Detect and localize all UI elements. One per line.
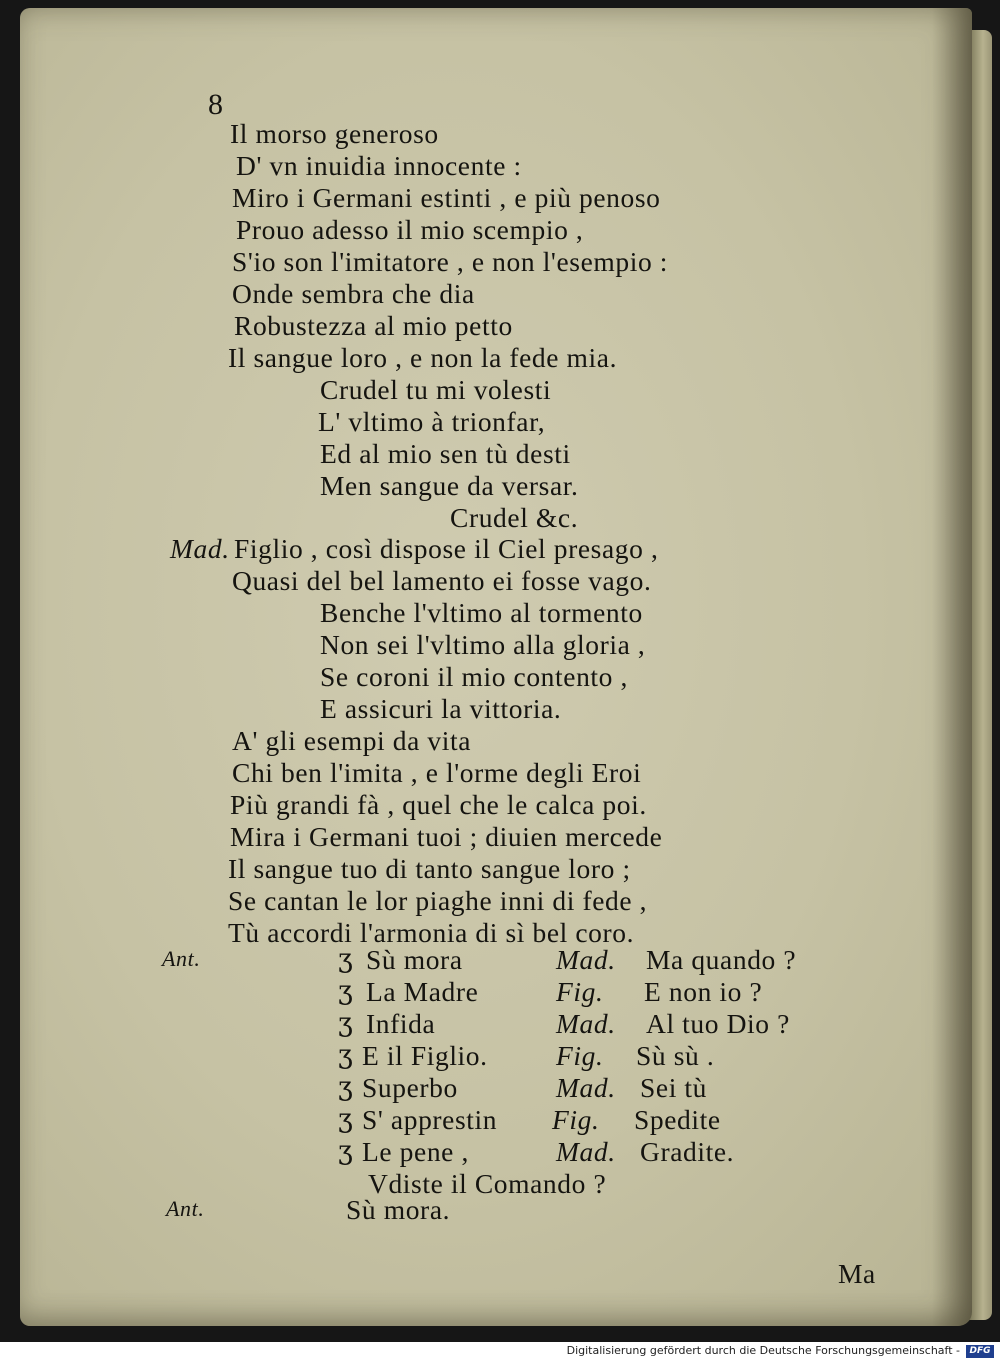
- verse-line: Prouo adesso il mio scempio ,: [236, 214, 584, 245]
- speaker-label: Fig.: [552, 1104, 600, 1135]
- verse-line: Più grandi fà , quel che le calca poi.: [230, 789, 647, 820]
- verse-line: Mira i Germani tuoi ; diuien mercede: [230, 821, 663, 852]
- speaker-label: Mad.: [556, 1136, 616, 1167]
- verse-line: Men sangue da versar.: [320, 470, 579, 501]
- verse-line: Robustezza al mio petto: [234, 310, 513, 341]
- speaker-label: Fig.: [556, 1040, 604, 1071]
- verse-line: Il sangue loro , e non la fede mia.: [228, 342, 618, 373]
- verse-line: Miro i Germani estinti , e più penoso: [232, 182, 661, 213]
- page-number: 8: [208, 88, 224, 121]
- dialogue-line: Superbo: [362, 1072, 458, 1103]
- dialogue-reply: Ma quando ?: [646, 944, 797, 975]
- speaker-label: Ant.: [166, 1196, 205, 1221]
- verse-line: Il sangue tuo di tanto sangue loro ;: [228, 853, 631, 884]
- brace-mark: ʒ: [338, 1008, 353, 1038]
- brace-mark: ʒ: [338, 944, 353, 974]
- dfg-logo: DFG: [966, 1345, 994, 1358]
- verse-line: S'io son l'imitatore , e non l'esempio :: [232, 246, 669, 277]
- dialogue-line: Sù mora.: [346, 1194, 451, 1225]
- speaker-label: Ant.: [162, 946, 201, 971]
- verse-line: Onde sembra che dia: [232, 278, 475, 309]
- dialogue-reply: E non io ?: [644, 976, 763, 1007]
- speaker-label: Mad.: [170, 533, 230, 564]
- brace-mark: ʒ: [338, 1040, 353, 1070]
- verse-line: Non sei l'vltimo alla gloria ,: [320, 629, 646, 660]
- verse-line: D' vn inuidia innocente :: [236, 150, 522, 181]
- dialogue-reply: Al tuo Dio ?: [646, 1008, 790, 1039]
- footer-bar: [0, 1342, 1000, 1362]
- dialogue-line: E il Figlio.: [362, 1040, 488, 1071]
- catchword: Ma: [838, 1258, 876, 1289]
- speaker-label: Mad.: [556, 944, 616, 975]
- dialogue-reply: Sù sù .: [636, 1040, 715, 1071]
- show-through-bleed: [580, 123, 950, 843]
- verse-line: A' gli esempi da vita: [232, 725, 472, 756]
- verse-line: E assicuri la vittoria.: [320, 693, 562, 724]
- speaker-label: Fig.: [556, 976, 604, 1007]
- brace-mark: ʒ: [338, 1072, 353, 1102]
- dialogue-line: Sù mora: [366, 944, 463, 975]
- dialogue-line: Infida: [366, 1008, 436, 1039]
- footer-credit: Digitalisierung gefördert durch die Deutsche Forschungsgemeinschaft -: [566, 1344, 960, 1357]
- verse-line: Se coroni il mio contento ,: [320, 661, 628, 692]
- verse-line: Tù accordi l'armonia di sì bel coro.: [228, 917, 635, 948]
- dialogue-line: Le pene ,: [362, 1136, 469, 1167]
- speaker-label: Mad.: [556, 1072, 616, 1103]
- dialogue-line: Vdiste il Comando ?: [368, 1168, 607, 1199]
- verse-line: Benche l'vltimo al tormento: [320, 597, 643, 628]
- verse-line: L' vltimo à trionfar,: [318, 406, 546, 437]
- dialogue-line: La Madre: [366, 976, 479, 1007]
- verse-line: Figlio , così dispose il Ciel presago ,: [234, 533, 659, 564]
- brace-mark: ʒ: [338, 976, 353, 1006]
- dialogue-reply: Gradite.: [640, 1136, 735, 1167]
- verse-line: Crudel &c.: [450, 502, 579, 533]
- brace-mark: ʒ: [338, 1104, 353, 1134]
- dialogue-line: S' apprestin: [362, 1104, 498, 1135]
- verse-line: Se cantan le lor piaghe inni di fede ,: [228, 885, 648, 916]
- dialogue-reply: Spedite: [634, 1104, 721, 1135]
- verse-line: Chi ben l'imita , e l'orme degli Eroi: [232, 757, 642, 788]
- book-page: [20, 8, 972, 1326]
- verse-line: Crudel tu mi volesti: [320, 374, 552, 405]
- verse-line: Quasi del bel lamento ei fosse vago.: [232, 565, 652, 596]
- verse-line: Il morso generoso: [230, 118, 439, 149]
- verse-line: Ed al mio sen tù desti: [320, 438, 571, 469]
- brace-mark: ʒ: [338, 1136, 353, 1166]
- speaker-label: Mad.: [556, 1008, 616, 1039]
- dialogue-reply: Sei tù: [640, 1072, 708, 1103]
